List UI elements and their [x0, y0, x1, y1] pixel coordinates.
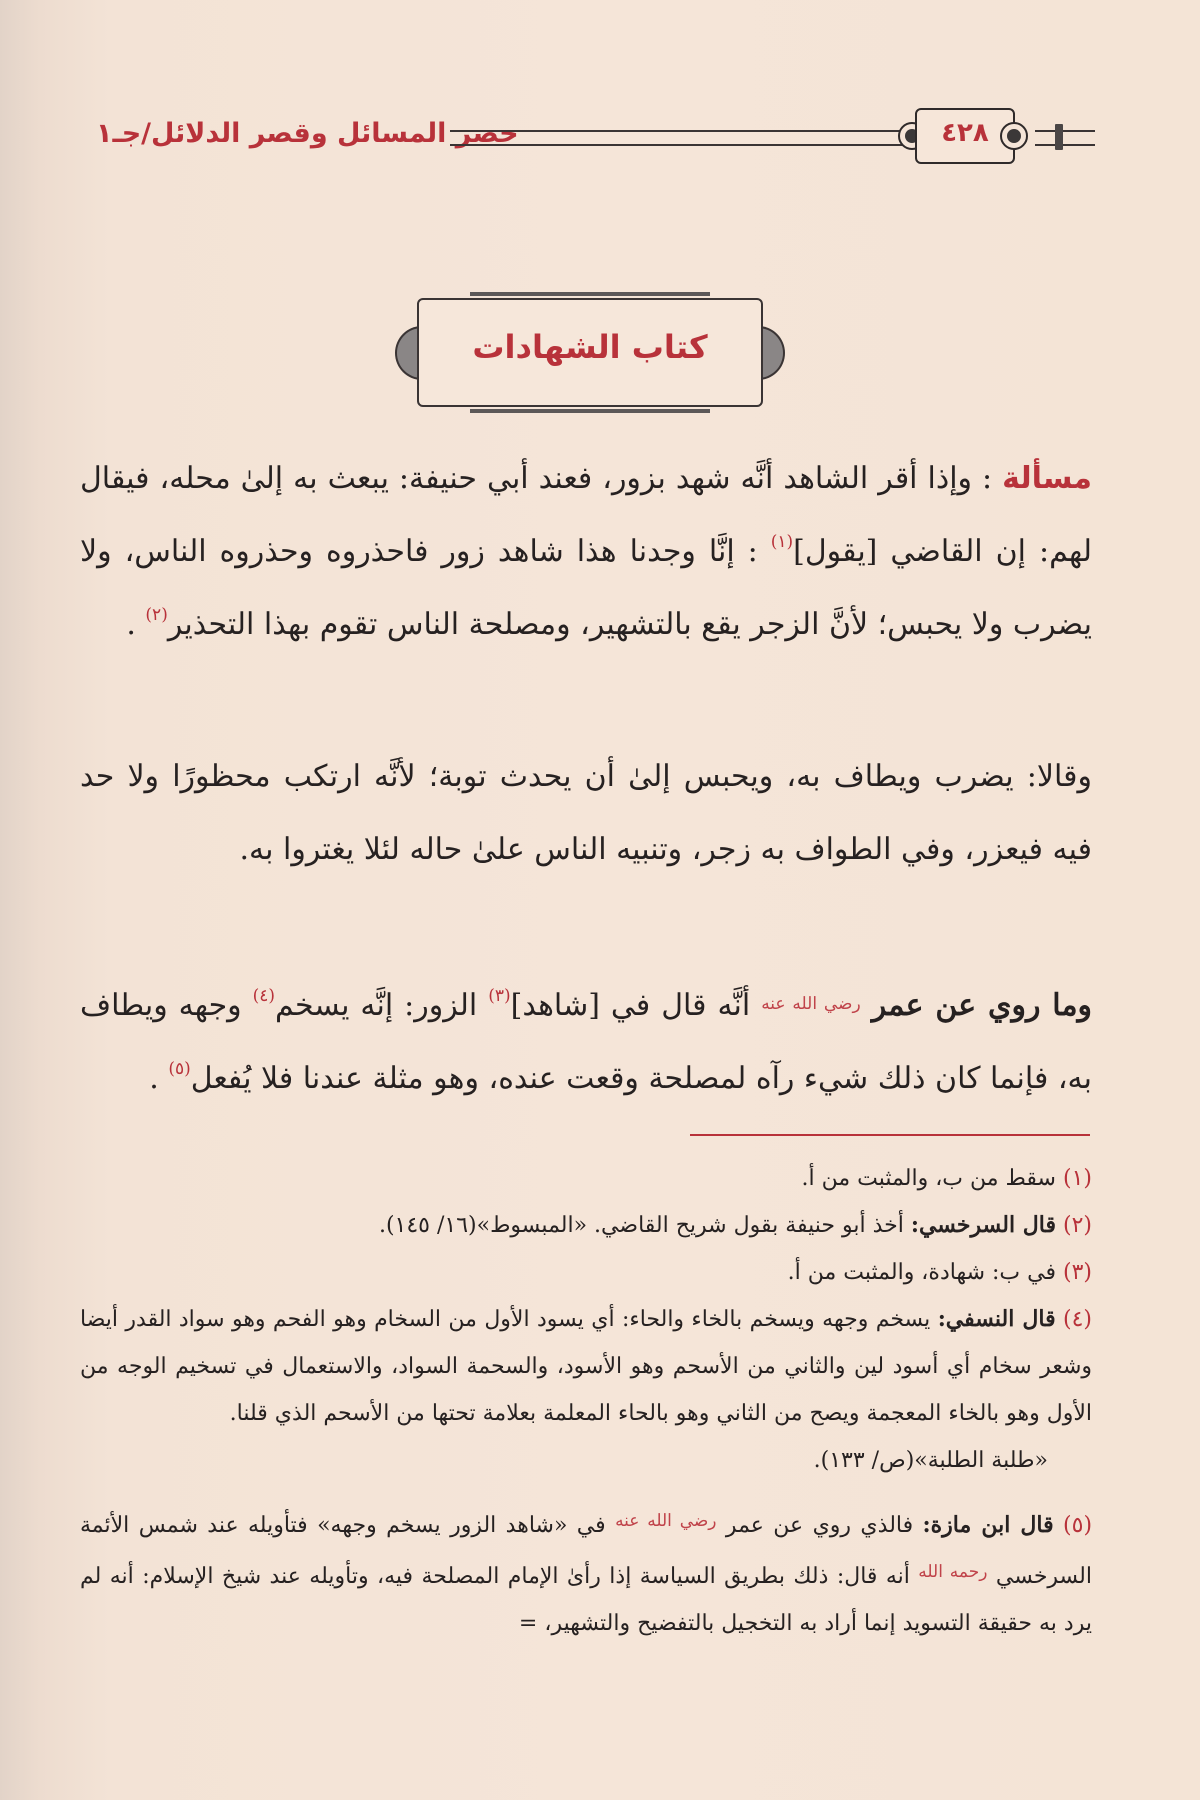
footnote-3 — [80, 1249, 1092, 1296]
footnote-number: (٤) — [1063, 1307, 1093, 1332]
paragraph-text: وقالا: يضرب ويطاف به، ويحبس إلىٰ أن يحدث توبة؛ لأنَّه ارتكب محظورًا ولا حد فيه فيعزر، وفي الطواف به زجر، وتنبيه الناس علىٰ حاله لئلا يغتروا به. — [80, 759, 1092, 867]
footnote-number: (١) — [1062, 1166, 1092, 1191]
chapter-bar-bottom — [470, 409, 710, 413]
honorific-radiallahu-icon: رضي الله عنه — [761, 994, 861, 1014]
footnote-text: في ب: شهادة، والمثبت من أ. — [787, 1260, 1056, 1285]
running-header — [90, 108, 1100, 168]
header-clamp-right — [1055, 124, 1063, 150]
footnote-text: سقط من ب، والمثبت من أ. — [801, 1166, 1056, 1191]
footnote-5 — [80, 1498, 1092, 1647]
paragraph-text: : إنَّا وجدنا هذا شاهد زور فاحذروه وحذروه الناس، ولا يضرب ولا يحبس؛ لأنَّ الزجر يقع بالتشهير، ومصلحة الناس تقوم بهذا التحذير — [80, 534, 1092, 642]
footnote-text: في «شاهد الزور يسخم وجهه» فتأويله عند شمس الأئمة السرخسي — [80, 1513, 1092, 1589]
footnote-4 — [80, 1296, 1092, 1437]
footnote-divider — [690, 1134, 1090, 1136]
paragraph-text: . — [149, 1061, 169, 1096]
footnote-text: أنه قال: ذلك بطريق السياسة إذا رأىٰ الإمام المصلحة فيه، وتأويله عند شيخ الإسلام: أنه لم يرد به حقيقة التسويد إنما أراد به التخجيل بالتفضيح والتشهير، = — [80, 1564, 1092, 1636]
running-title: حصر المسائل وقصر الدلائل/جـ١ — [96, 118, 519, 149]
chapter-title: كتاب الشهادات — [472, 328, 708, 366]
footnote-text: فالذي روي عن عمر — [716, 1513, 923, 1538]
paragraph-qala — [80, 740, 1092, 886]
paragraph-text: وجهه ويطاف به، فإنما كان ذلك شيء رآه لمصلحة وقعت عنده، وهو مثلة عندنا فلا يُفعل — [80, 988, 1092, 1096]
paragraph-text: أنَّه قال في [شاهد] — [510, 988, 762, 1023]
paragraph-text: الزور: إنَّه يسخم — [275, 988, 489, 1023]
paragraph-lead: وما روي عن عمر — [871, 988, 1093, 1023]
footnote-ref-5[interactable]: (٥) — [168, 1059, 191, 1079]
chapter-heading-box — [395, 290, 785, 415]
header-rule-right — [1035, 130, 1095, 146]
footnote-ref-2[interactable]: (٢) — [145, 605, 168, 625]
footnote-ref-3[interactable]: (٣) — [488, 986, 511, 1006]
footnote-2 — [80, 1202, 1092, 1249]
footnote-lead: قال ابن مازة: — [922, 1512, 1054, 1538]
paragraph-text: . — [126, 607, 146, 642]
footnote-text: يسخم وجهه ويسخم بالخاء والحاء: أي يسود الأول من السخام وهو الفحم وهو سواد القدر أيضا وشعر سخام أي أسود لين والثاني من الأسحم وهو الأسود، والسحمة السواد، والاستعمال في تسخيم الوجه من الأول وهو بالخاء المعجمة ويصح من الثاني وهو بالحاء المعلمة بعلامة تحتها من الأسحم الذي قلنا. — [80, 1307, 1092, 1426]
honorific-radiallahu-icon: رضي الله عنه — [615, 1511, 717, 1531]
paragraph-text: وإذا أقر الشاهد أنَّه شهد بزور، فعند أبي حنيفة: يبعث به إلىٰ محله، فيقال لهم: إن القاضي [يقول] — [80, 461, 1093, 569]
header-rule-left — [450, 130, 960, 146]
footnote-ref-4[interactable]: (٤) — [252, 986, 275, 1006]
footnotes — [80, 1155, 1092, 1647]
label-separator: : — [972, 461, 1003, 496]
chapter-bar-top — [470, 292, 710, 296]
masala-label: مسألة — [1002, 461, 1092, 496]
footnote-text: أخذ أبو حنيفة بقول شريح القاضي. «المبسوط»(١٦/ ١٤٥). — [378, 1213, 911, 1238]
footnote-lead: قال السرخسي: — [910, 1212, 1056, 1238]
footnote-number: (٣) — [1062, 1260, 1092, 1285]
footnote-ref-1[interactable]: (١) — [770, 532, 794, 552]
footnote-number: (٥) — [1063, 1513, 1093, 1538]
footnote-lead: قال النسفي: — [937, 1306, 1056, 1332]
paragraph-masala — [80, 442, 1092, 661]
footnote-1 — [80, 1155, 1092, 1202]
page-number: ٤٢٨ — [941, 118, 989, 148]
honorific-rahimahullah-icon: رحمه الله — [918, 1562, 988, 1582]
footnote-number: (٢) — [1062, 1213, 1092, 1238]
footnote-4-source: «طلبة الطلبة»(ص/ ١٣٣). — [813, 1448, 1048, 1473]
header-ring-right — [1000, 122, 1028, 150]
paragraph-umar — [80, 968, 1092, 1115]
